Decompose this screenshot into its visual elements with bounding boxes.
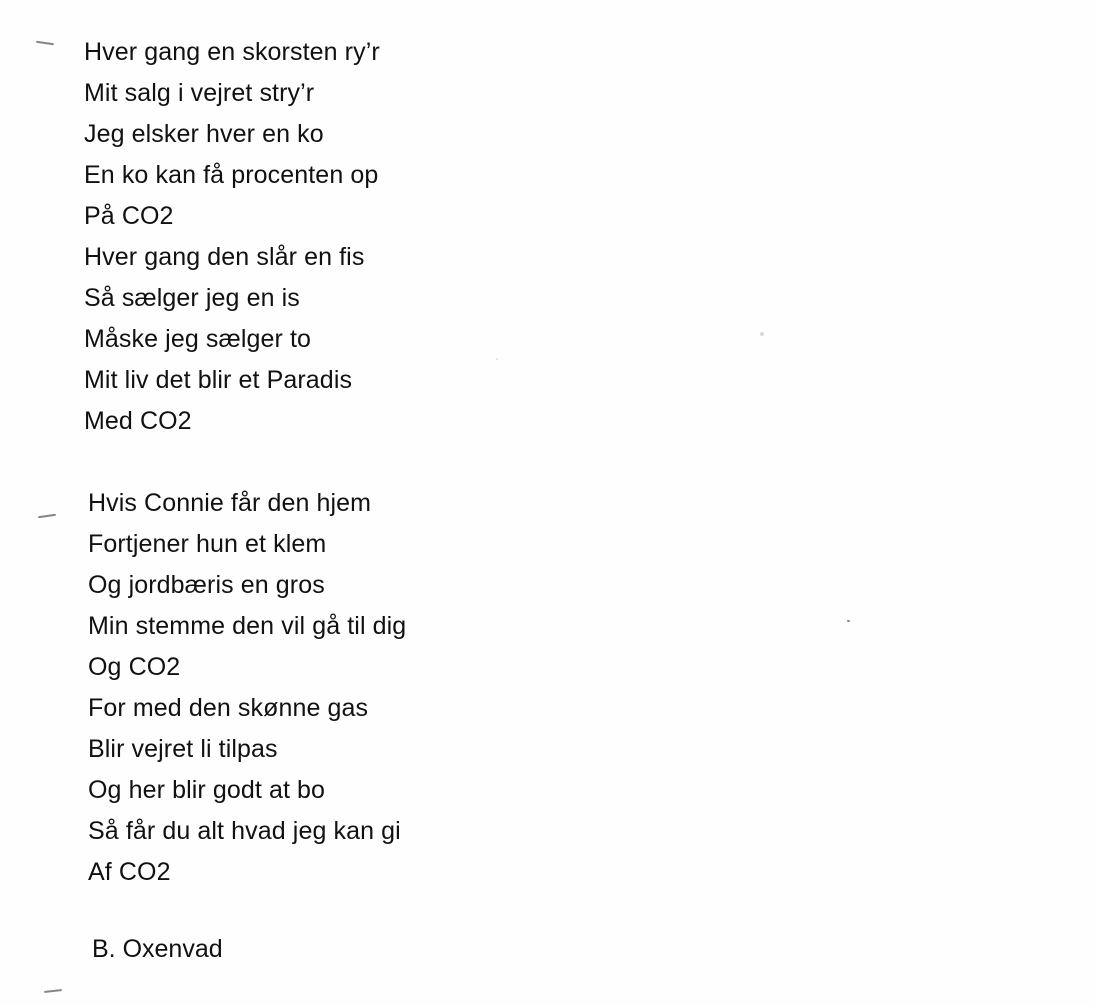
poem-line: Hver gang den slår en fis	[84, 243, 365, 271]
poem-line: Mit salg i vejret stry’r	[84, 79, 315, 107]
scan-margin-mark	[44, 989, 62, 993]
poem-line: Af CO2	[88, 858, 171, 886]
poem-line: Måske jeg sælger to	[84, 325, 311, 353]
stanza-1	[84, 32, 406, 442]
poem-line: På CO2	[84, 202, 174, 230]
stanza-2	[88, 483, 406, 893]
paper-speck	[847, 620, 850, 622]
poem-line: Jeg elsker hver en ko	[84, 120, 324, 148]
paper-speck	[760, 332, 764, 336]
poem-text	[84, 32, 406, 893]
poem-line: Så sælger jeg en is	[84, 284, 300, 312]
poem-line: Hver gang en skorsten ry’r	[84, 38, 380, 66]
poem-line: En ko kan få procenten op	[84, 161, 379, 189]
poem-line: Og jordbæris en gros	[88, 571, 325, 599]
poem-line: Mit liv det blir et Paradis	[84, 366, 353, 394]
poem-line: Så får du alt hvad jeg kan gi	[88, 817, 401, 845]
poem-line: Hvis Connie får den hjem	[88, 489, 372, 517]
author-signature: B. Oxenvad	[92, 935, 223, 963]
poem-line: Med CO2	[84, 407, 192, 435]
poem-line: Og CO2	[88, 653, 181, 681]
paper-speck	[496, 358, 498, 360]
scan-margin-mark	[38, 514, 56, 518]
poem-line: Og her blir godt at bo	[88, 776, 326, 804]
scan-margin-mark	[36, 41, 54, 45]
poem-line: Fortjener hun et klem	[88, 530, 327, 558]
poem-line: Blir vejret li tilpas	[88, 735, 278, 763]
poem-line: For med den skønne gas	[88, 694, 369, 722]
poem-line: Min stemme den vil gå til dig	[88, 612, 407, 640]
